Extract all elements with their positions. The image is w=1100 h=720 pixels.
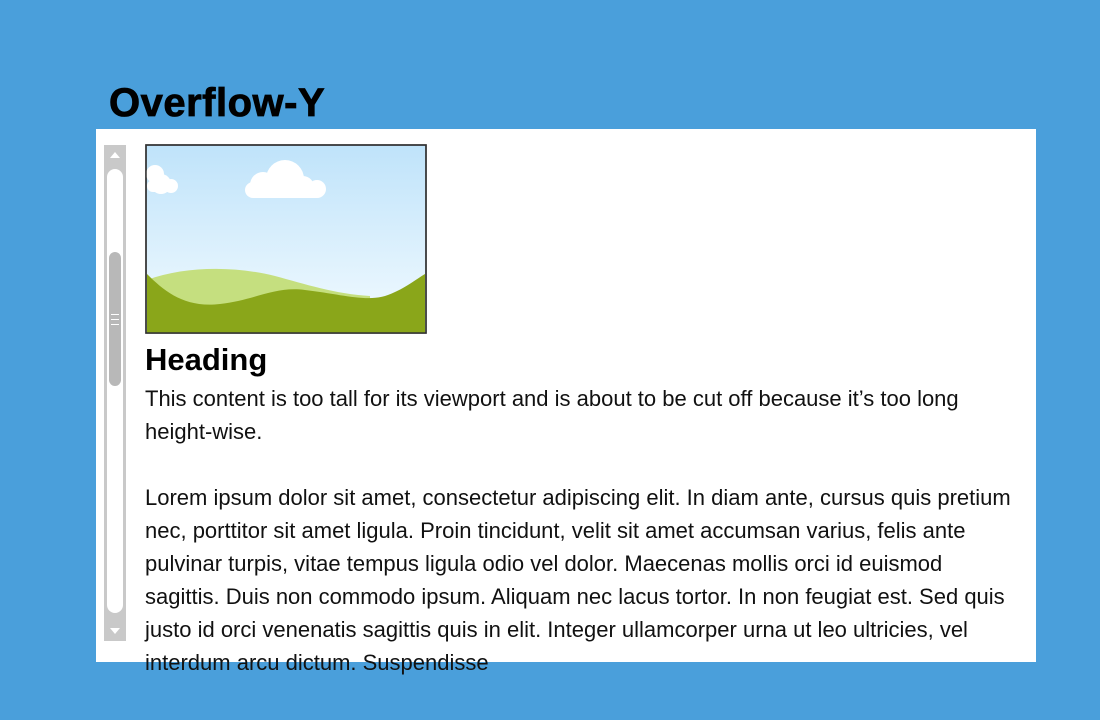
thumb-grip-line <box>111 319 119 320</box>
thumb-grip-line <box>111 324 119 325</box>
content-paragraph: Lorem ipsum dolor sit amet, consectetur adipiscing elit. In diam ante, cursus quis pretium nec, porttitor sit amet ligula. Proin tincidunt, velit sit amet accumsan varius, felis ante pulvinar turpis, vitae tempus ligula odio vel dolor. Maecenas mollis orci id euismod sagittis. Duis non commodo ipsum. Aliquam nec lacus tortor. In non feugiat est. Sed quis justo id orci venenatis sagittis quis in elit. Integer ullamcorper urna ut leo ultricies, vel interdum arcu dictum. Suspendisse <box>145 485 1011 675</box>
arrow-up-icon <box>110 152 120 158</box>
thumb-grip-line <box>111 314 119 315</box>
scroll-content <box>145 144 1015 679</box>
scroll-up-button[interactable] <box>104 145 126 165</box>
content-paragraph: This content is too tall for its viewport and is about to be cut off because it’s too long height-wise. <box>145 386 959 444</box>
arrow-down-icon <box>110 628 120 634</box>
vertical-scrollbar[interactable] <box>104 145 126 641</box>
scroll-down-button[interactable] <box>104 621 126 641</box>
scrollbar-thumb[interactable] <box>109 252 121 386</box>
page-title: Overflow-Y <box>109 81 326 125</box>
content-heading: Heading <box>145 342 268 377</box>
overflow-viewport[interactable] <box>96 129 1036 675</box>
landscape-image-icon <box>145 144 427 334</box>
scrollbar-track[interactable] <box>107 169 123 613</box>
